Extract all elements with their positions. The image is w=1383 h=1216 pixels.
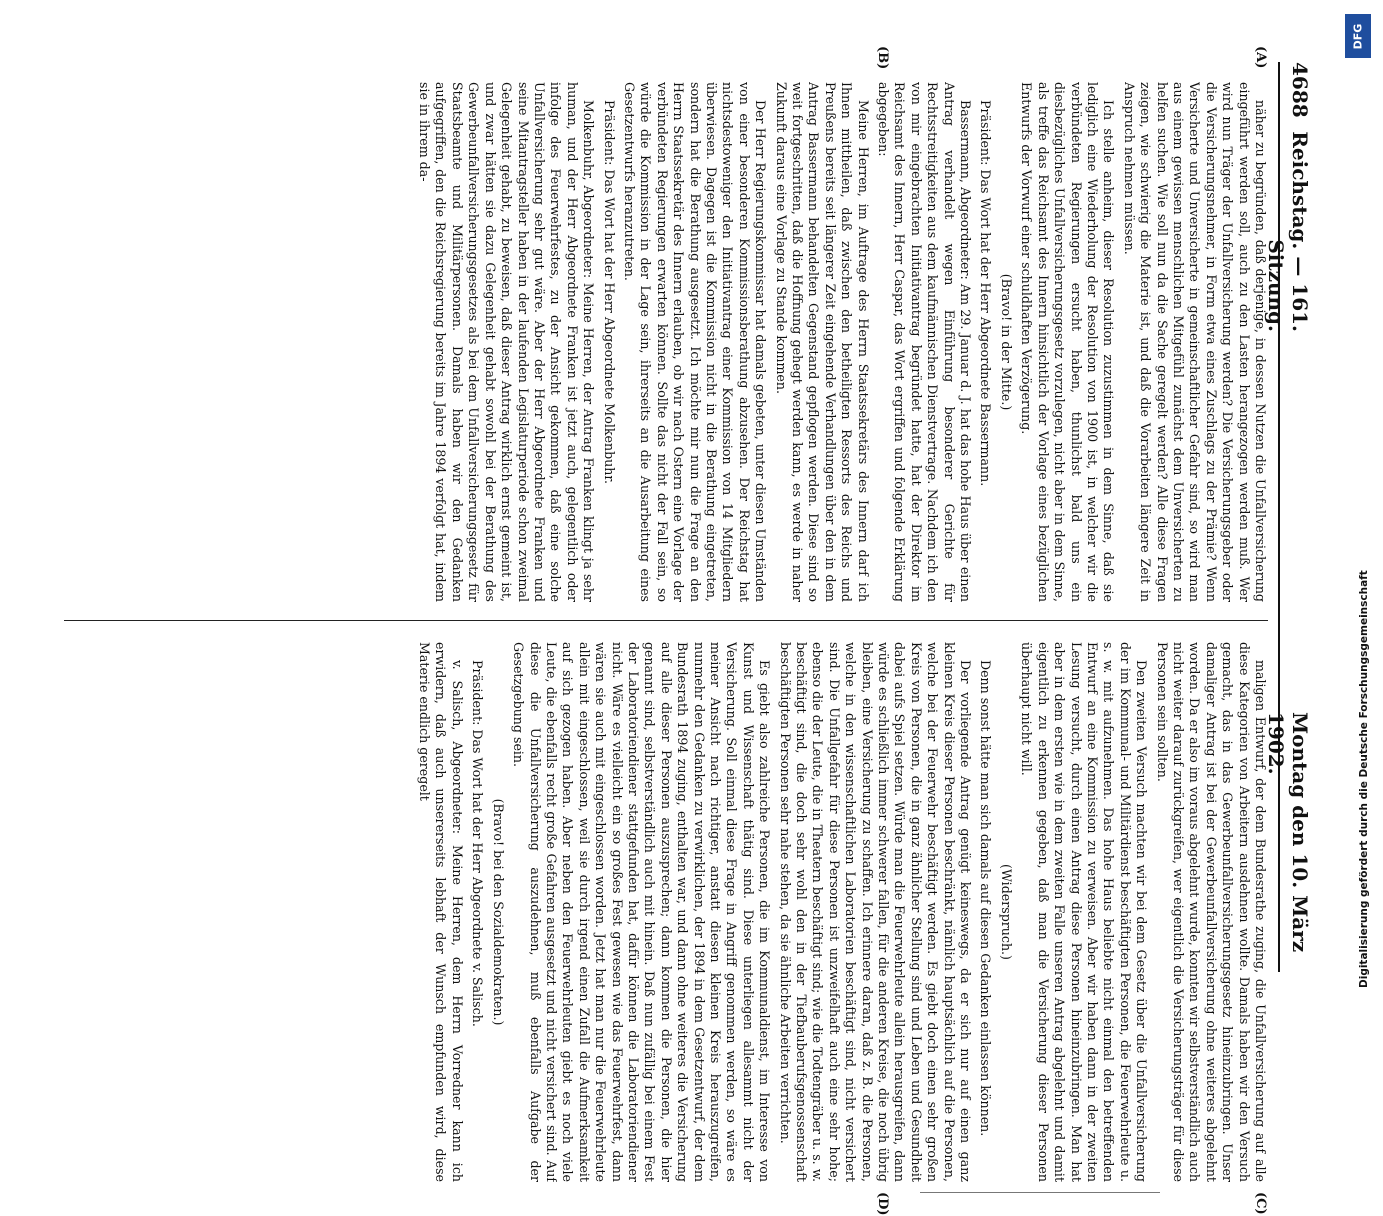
- right-column: [64, 642, 1268, 1182]
- interjection: (Bravo! bei den Sozialdemokraten.): [490, 798, 506, 1026]
- paragraph: Es giebt also zahlreiche Personen, die im Kommunaldienst, im Interesse von Kunst und Wissenschaft thätig sind. Diese unterliegen allesammt nicht der Versicherung. Soll einmal diese Frage in Angriff genommen werden, so wäre es meiner Ansicht nach richtiger, anstatt diesen kleinen Kreis herauszugreifen, nunmehr den Gedanken zu verwirklichen, der 1894 in dem Gesetzentwurf, der dem Bundesrath 1894 zuging, enthalten war, und dann ohne weiteres die Versicherung auf alle dieser Personen auszusprechen; dann kommen die Personen, die hier genannt sind, selbstverständlich auch mit hinein. Daß nun zufällig bei einem Fest der Laboratoriendiener stattgefunden hat, dafür können die Laboratoriendiener nicht. Wäre es vielleicht ein so großes Fest gewesen wie das Feuerwehrfest, dann wären sie auch mit eingeschlossen worden. Jetzt hat man nur die Feuerwehrleute allein mit eingeschlossen, weil sie durch irgend einen Zufall die Aufmerksamkeit auf sich gezogen haben. Aber neben den Feuerwehrleuten giebt es noch viele Leute, die ebenfalls recht große Gefahren ausgesetzt und nicht versichert sind. Auf diese die Unfallversicherung auszudehnen, muß ebenfalls Aufgabe der Gesetzgebung sein.: [511, 642, 773, 1182]
- speaker-announcement: Präsident: Das Wort hat der Herr Abgeordnete Bassermann.: [978, 100, 994, 487]
- dfg-logo: DFG: [1345, 14, 1371, 58]
- paragraph: v. Salisch, Abgeordneter: Meine Herren, dem Herrn Vorredner kann ich erwidern, daß auch unsererseits lebhaft der Wunsch empfunden wird, diese Materie endlich geregelt: [417, 642, 465, 1182]
- paragraph: Bassermann, Abgeordneter: Am 29. Januar d. J. hat das hohe Haus über einen Antrag verhandelt wegen Einführung besonderer Gerichte für Rechtsstreitigkeiten aus dem kaufmännischen Dienstvertrage. Nachdem ich den von mir eingebrachten Initiativantrag begründet hatte, hat der Direktor im Reichsamt des Innern, Herr Caspar, das Wort ergriffen und folgende Erklärung abgegeben:: [876, 82, 974, 602]
- document-page: [50, 42, 1320, 1216]
- page-number: 4688: [1288, 62, 1312, 118]
- margin-rule: [920, 1192, 1160, 1193]
- paragraph: näher zu begründen, daß derjenige, in dessen Nutzen die Unfallversicherung eingeführt werden soll, auch zu den Lasten herangezogen werden muß. Wer wird nun Träger der Unfallversicherung werden? Die Versicherungsgeber oder die Versicherungsnehmer, in Form etwa eines Zuschlags zu der Prämie? Wenn Versicherte und Unversicherte in gemeinschaftlicher Gefahr sind, so wird man aus einem gewissen menschlichen Mitgefühl zunächst dem Unversicherten zu helfen suchen. Wie soll nun da die Sache geregelt werden? Alle diese Fragen zeigen, wie schwierig die Materie ist, und daß die Vorarbeiten längere Zeit in Anspruch nehmen müssen.: [1121, 82, 1268, 602]
- quoted-paragraph: Meine Herren, im Auftrage des Herrn Staatssekretärs des Innern darf ich Ihnen mittheilen, daß zwischen den betheiligten Ressorts des Reichs und Preußens bereits seit längerer Zeit eingehende Verhandlungen über den in dem Antrag Bassermann behandelten Gegenstand gepflogen werden. Diese sind so weit fortgeschritten, daß die Hoffnung gehegt werden kann, es werde in naher Zukunft daraus eine Vorlage zu Stande kommen.: [773, 82, 871, 602]
- column-divider: [64, 620, 1268, 621]
- paragraph: Den zweiten Versuch machten wir bei dem Gesetz über die Unfallversicherung der im Kommunal- und Militärdienst beschäftigten Personen, die Feuerwehrleute u. s. w. mit aufzunehmen. Das hohe Haus beliebte nicht einmal den betreffenden Entwurf an eine Kommission zu verweisen. Aber wir haben dann in der zweiten Lesung versucht, durch einen Antrag diese Personen hineinzubringen. Man hat aber in dem ersten wie in dem zweiten Falle unseren Antrag abgelehnt und damit eigentlich zu erkennen gegeben, daß man die Versicherung dieser Personen überhaupt nicht will.: [1019, 642, 1150, 1182]
- margin-marker-d: (D): [875, 1192, 890, 1216]
- interjection: (Widerspruch.): [998, 864, 1014, 960]
- paragraph: Ich stelle anheim, dieser Resolution zuzustimmen in dem Sinne, daß sie lediglich eine Wiederholung der Resolution von 1900 ist, in welcher wir die verbündeten Regierungen ersucht haben, thunlichst bald uns ein diesbezügliches Unfallversicherungsgesetz vorzulegen, nicht aber in dem Sinne, als treffe das Reichsamt des Innern hinsichtlich der Vorlage eines bezüglichen Entwurfs der Vorwurf einer schuldhaften Verzögerung.: [1019, 82, 1117, 602]
- credit-text: Digitalisierung gefördert durch die Deutsche Forschungsgemeinschaft: [1358, 570, 1370, 988]
- session-date: Montag den 10. März 1902.: [1264, 712, 1312, 953]
- speaker-announcement: Präsident: Das Wort hat der Herr Abgeordnete Molkenbuhr.: [601, 100, 617, 484]
- paragraph: maligen Entwurf, der dem Bundesrathe zuging, die Unfallversicherung auf alle diese Kategorien von Arbeitern ausdehnen wollte. Damals haben wir den Versuch gemacht, das in das Gewerbeunfallversicherungsgesetz hineinzubringen. Unser damaliger Antrag ist bei der Gewerbeunfallversicherung ohne weiteres abgelehnt worden. Da er also im voraus abgelehnt wurde, konnten wir selbstverständlich auch nicht weiter darauf zurückgreifen, wer eigentlich die Versicherungsträger für diese Personen sein sollten.: [1154, 642, 1268, 1182]
- interjection: (Bravo! in der Mitte.): [998, 273, 1014, 411]
- left-column: [64, 82, 1268, 602]
- speaker-announcement: Präsident: Das Wort hat der Herr Abgeordnete v. Salisch.: [470, 660, 486, 1027]
- paragraph: Der vorliegende Antrag genügt keineswegs, da er sich nur auf einen ganz kleinen Kreis dieser Personen beschränkt, nämlich hauptsächlich auf die Personen, welche bei der Feuerwehr beschäftigt werden. Es giebt doch einen sehr großen Kreis von Personen, die in ganz ähnlicher Stellung sind und Leben und Gesundheit dabei aufs Spiel setzen. Würde man die Feuerwehrleute allein herausgreifen, dann würde es schließlich immer schwerer fallen, für die anderen Kreise, die noch übrig bleiben, eine Versicherung zu schaffen. Ich erinnere daran, daß z. B. die Personen, welche in den wissenschaftlichen Laboratorien beschäftigt sind, nicht versichert sind. Die Unfallgefahr für diese Personen ist unzweifelhaft auch eine sehr hohe; ebenso die der Leute, die in Theatern beschäftigt sind; wie die Todtengräber u. s. w. beschäftigt sind, die doch sehr wohl den in der Tiefbauberufsgenossenschaft beschäftigten Personen sehr nahe stehen, da sie ähnliche Arbeiten verrichten.: [777, 642, 974, 1182]
- paragraph: Molkenbuhr, Abgeordneter: Meine Herren, der Antrag Franken klingt ja sehr human, und der Herr Abgeordnete Franken ist jetzt auch, gelegentlich oder infolge des Feuerwehrfestes, zu der Ansicht gekommen, daß eine solche Unfallversicherung sehr gut wäre. Aber der Herr Abgeordnete Franken und seine Mitantragsteller haben in der laufenden Legislaturperiode schon zweimal Gelegenheit gehabt, zu beweisen, daß dieser Antrag wirklich ernst gemeint ist, und zwar hätten sie dazu Gelegenheit gehabt sowohl bei der Berathung des Gewerbeunfallversicherungsgesetzes als bei dem Unfallversicherungsgesetz für Staatsbeamte und Militärpersonen. Damals haben wir den Gedanken aufgegriffen, den die Reichsregierung bereits im Jahre 1894 verfolgt hat, indem sie in ihrem da-: [417, 82, 597, 602]
- margin-marker-b: (B): [875, 46, 890, 70]
- margin-marker-a: (A): [1253, 46, 1268, 69]
- margin-marker-c: (C): [1253, 1192, 1268, 1215]
- funding-credit: [1344, 8, 1374, 988]
- page-header: [1264, 62, 1320, 972]
- paragraph: Der Herr Regierungskommissar hat damals gebeten, unter diesen Umständen von einer besonderen Kommissionsberathung abzusehen. Der Reichstag hat nichtsdestoweniger den Initiativantrag einer Kommission von 14 Mitgliedern überwiesen. Dagegen ist die Kommission nicht in die Berathung eingetreten, sondern hat die Berathung ausgesetzt. Ich möchte mir nun die Frage an den Herrn Staatssekretär des Innern erlauben, ob wir nach Ostern eine Vorlage der verbündeten Regierungen erwarten können. Sollte das nicht der Fall sein, so würde die Kommission in der Lage sein, ihrerseits an die Ausarbeitung eines Gesetzentwurfs heranzutreten.: [621, 82, 769, 602]
- paragraph: Denn sonst hätte man sich damals auf diesen Gedanken einlassen können.: [978, 660, 994, 1137]
- session-title: Reichstag. — 161. Sitzung.: [1264, 131, 1312, 332]
